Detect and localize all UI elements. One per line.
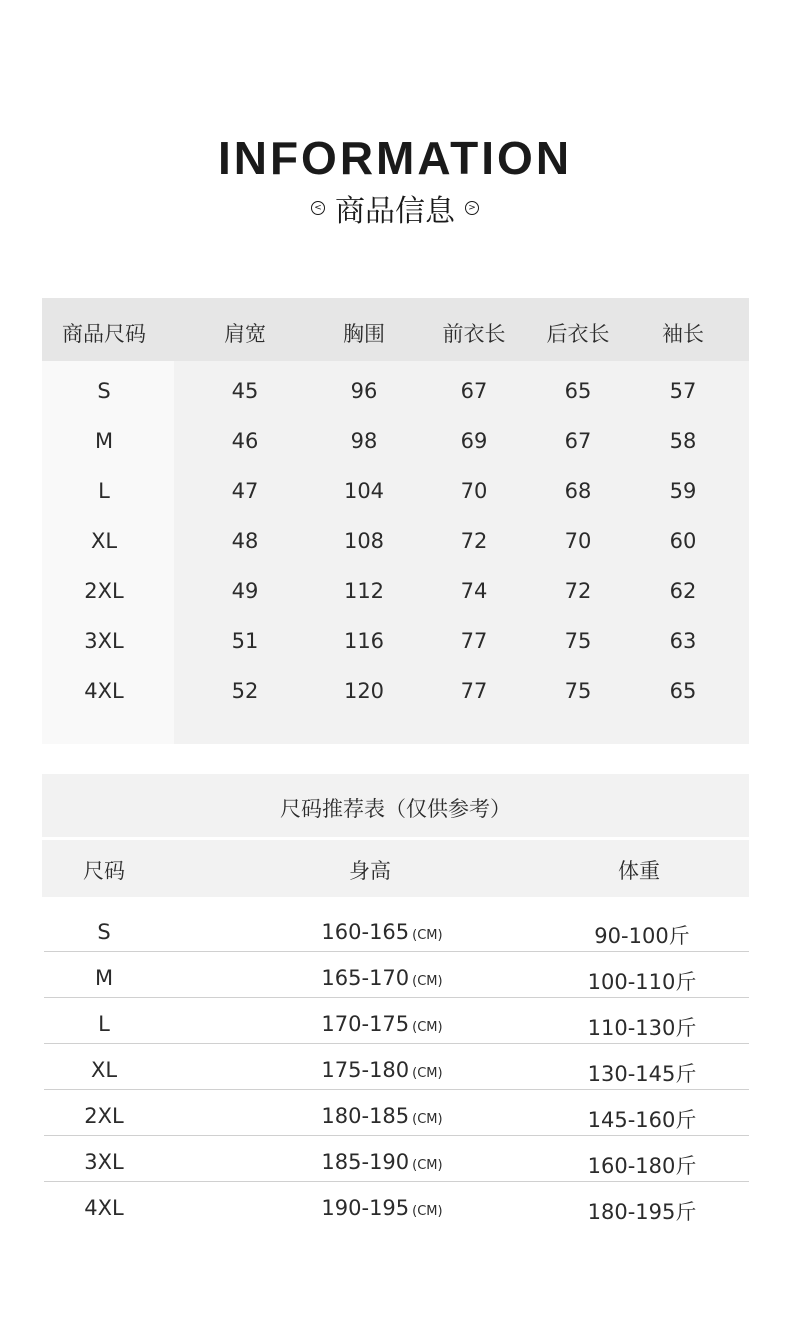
size-table-size-label: M bbox=[94, 429, 114, 453]
size-table-cell: 57 bbox=[669, 379, 697, 403]
size-table-header-cell: 肩宽 bbox=[224, 322, 266, 346]
height-value: 170-175 bbox=[321, 1012, 410, 1036]
recommend-table-height bbox=[321, 1150, 442, 1174]
recommend-table-size: S bbox=[97, 920, 111, 944]
height-unit: (CM) bbox=[412, 1112, 443, 1127]
size-table-cell: 104 bbox=[343, 479, 385, 503]
size-table-cell: 58 bbox=[669, 429, 697, 453]
size-table-cell: 51 bbox=[231, 629, 259, 653]
page-subtitle-row bbox=[0, 188, 790, 228]
size-table bbox=[42, 298, 749, 744]
size-table-size-label: XL bbox=[90, 529, 118, 553]
row-divider bbox=[44, 1135, 749, 1136]
height-value: 180-185 bbox=[321, 1104, 410, 1128]
circle-left-arrow-icon: < bbox=[311, 201, 325, 215]
size-table-cell: 116 bbox=[343, 629, 385, 653]
recommend-table-weight: 180-195斤 bbox=[587, 1200, 697, 1224]
size-table-cell: 47 bbox=[231, 479, 259, 503]
recommend-table-header-cell: 体重 bbox=[618, 859, 660, 883]
recommend-table-height bbox=[321, 1058, 442, 1082]
circle-right-arrow-icon: > bbox=[465, 201, 479, 215]
row-divider bbox=[44, 951, 749, 952]
size-table-cell: 60 bbox=[669, 529, 697, 553]
size-table-cell: 72 bbox=[460, 529, 488, 553]
recommend-table-weight: 110-130斤 bbox=[587, 1016, 697, 1040]
height-unit: (CM) bbox=[412, 974, 443, 989]
recommend-table-header-cell: 尺码 bbox=[83, 859, 125, 883]
size-table-cell: 75 bbox=[564, 629, 592, 653]
row-divider bbox=[44, 1181, 749, 1182]
size-table-cell: 98 bbox=[350, 429, 378, 453]
recommend-table-height bbox=[321, 1012, 442, 1036]
size-table-cell: 65 bbox=[564, 379, 592, 403]
height-unit: (CM) bbox=[412, 1066, 443, 1081]
height-value: 190-195 bbox=[321, 1196, 410, 1220]
height-value: 185-190 bbox=[321, 1150, 410, 1174]
recommend-table-weight: 160-180斤 bbox=[587, 1154, 697, 1178]
recommend-table-size: 2XL bbox=[84, 1104, 124, 1128]
height-value: 165-170 bbox=[321, 966, 410, 990]
height-unit: (CM) bbox=[412, 1020, 443, 1035]
recommend-table-title-bar bbox=[42, 774, 749, 837]
size-table-size-label: 4XL bbox=[84, 679, 124, 703]
size-table-cell: 70 bbox=[460, 479, 488, 503]
height-unit: (CM) bbox=[412, 928, 443, 943]
size-table-cell: 77 bbox=[460, 679, 488, 703]
size-table-header-cell: 前衣长 bbox=[442, 322, 506, 346]
size-table-cell: 69 bbox=[460, 429, 488, 453]
page-title: INFORMATION bbox=[217, 132, 573, 184]
recommend-table-weight: 90-100斤 bbox=[594, 924, 690, 948]
recommend-table-weight: 100-110斤 bbox=[587, 970, 697, 994]
size-table-header bbox=[42, 298, 749, 361]
size-table-size-label: 3XL bbox=[84, 629, 124, 653]
size-table-cell: 45 bbox=[231, 379, 259, 403]
height-unit: (CM) bbox=[412, 1204, 443, 1219]
height-unit: (CM) bbox=[412, 1158, 443, 1173]
size-table-cell: 67 bbox=[564, 429, 592, 453]
size-table-cell: 108 bbox=[343, 529, 385, 553]
size-table-cell: 70 bbox=[564, 529, 592, 553]
size-table-header-cell: 袖长 bbox=[662, 322, 704, 346]
page-subtitle: 商品信息 bbox=[335, 194, 455, 229]
size-table-cell: 59 bbox=[669, 479, 697, 503]
recommend-table-title: 尺码推荐表（仅供参考） bbox=[280, 797, 511, 821]
size-table-cell: 49 bbox=[231, 579, 259, 603]
height-value: 160-165 bbox=[321, 920, 410, 944]
recommend-table-weight: 130-145斤 bbox=[587, 1062, 697, 1086]
size-table-cell: 120 bbox=[343, 679, 385, 703]
size-table-cell: 77 bbox=[460, 629, 488, 653]
size-table-cell: 46 bbox=[231, 429, 259, 453]
recommend-table-size: M bbox=[94, 966, 114, 990]
size-table-cell: 68 bbox=[564, 479, 592, 503]
recommend-table-height bbox=[321, 966, 442, 990]
size-table-header-cell: 商品尺码 bbox=[62, 322, 146, 346]
size-table-cell: 112 bbox=[343, 579, 385, 603]
size-table-header-cell: 后衣长 bbox=[546, 322, 610, 346]
size-table-size-label: S bbox=[97, 379, 111, 403]
size-table-cell: 67 bbox=[460, 379, 488, 403]
size-table-cell: 62 bbox=[669, 579, 697, 603]
row-divider bbox=[44, 1089, 749, 1090]
size-table-cell: 65 bbox=[669, 679, 697, 703]
recommend-table-height bbox=[321, 1196, 442, 1220]
size-table-size-label: L bbox=[98, 479, 110, 503]
height-value: 175-180 bbox=[321, 1058, 410, 1082]
size-table-cell: 48 bbox=[231, 529, 259, 553]
row-divider bbox=[44, 997, 749, 998]
recommend-table-height bbox=[321, 920, 442, 944]
size-table-cell: 96 bbox=[350, 379, 378, 403]
recommend-table-size: 4XL bbox=[84, 1196, 124, 1220]
recommend-table-size: L bbox=[98, 1012, 110, 1036]
size-table-cell: 74 bbox=[460, 579, 488, 603]
size-table-cell: 52 bbox=[231, 679, 259, 703]
size-table-header-cell: 胸围 bbox=[343, 322, 385, 346]
size-table-cell: 72 bbox=[564, 579, 592, 603]
recommend-table-size: XL bbox=[90, 1058, 118, 1082]
row-divider bbox=[44, 1043, 749, 1044]
size-table-size-label: 2XL bbox=[84, 579, 124, 603]
recommend-table-size: 3XL bbox=[84, 1150, 124, 1174]
size-table-cell: 63 bbox=[669, 629, 697, 653]
size-table-cell: 75 bbox=[564, 679, 592, 703]
recommend-table-height bbox=[321, 1104, 442, 1128]
recommend-table-weight: 145-160斤 bbox=[587, 1108, 697, 1132]
recommend-table-header-cell: 身高 bbox=[349, 859, 391, 883]
